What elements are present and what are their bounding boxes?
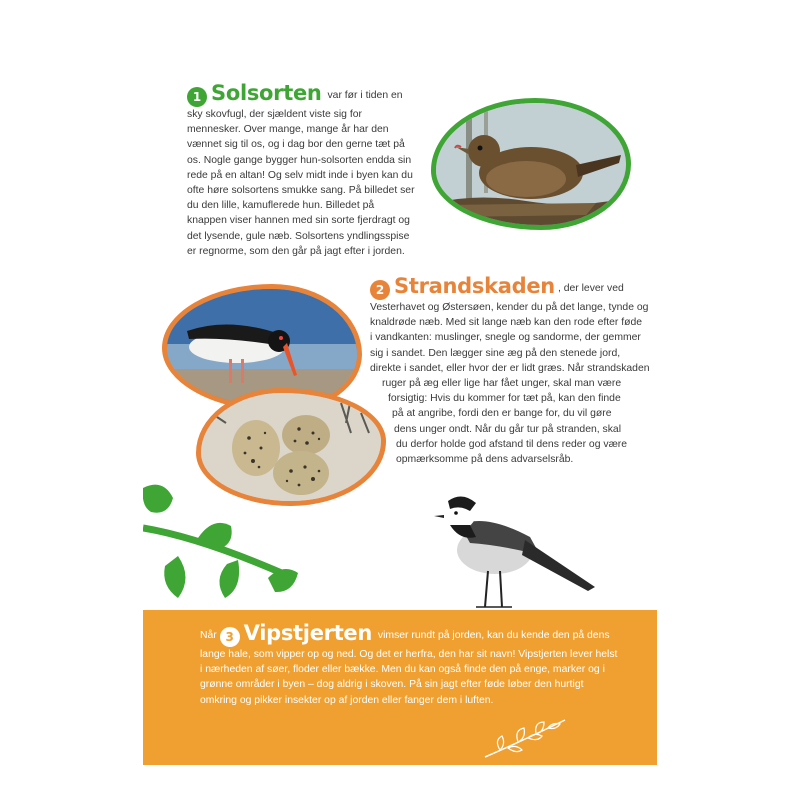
text-line: du derfor holde god afstand til dens reder og være (396, 438, 628, 450)
section-solsorten (187, 81, 415, 259)
text-line: opmærksomme på dens advarselsråb. (396, 454, 574, 466)
section-heading: Strandskaden (394, 274, 555, 298)
section-number-badge: 2 (370, 280, 390, 300)
section-heading: Vipstjerten (243, 621, 373, 645)
section-vipstjerten (200, 621, 620, 708)
text-line: Vesterhavet og Østersøen, kender du på det lange, tynde og (370, 302, 649, 313)
text-line: , der lever ved (557, 283, 624, 294)
section-prefix: Når (200, 630, 217, 641)
section-body: vimser rundt på jorden, kan du kende den på dens lange hale, som vipper op og ned. Og det er herfra, den har sit navn! Vipstjerten lever helst i nærheden af søer, floder eller bække. Men du kan også finde den på enge, marker og i grønne områder i byen – dog aldrig i skoven. På sin jagt efter føde løber den hurtigt omkring og pikker insekter op af jorden eller fanger dem i luften. (200, 630, 618, 706)
text-line: knaldrøde næb. Med sit lange næb kan den rode efter føde (370, 317, 643, 329)
section-number-badge: 1 (187, 87, 207, 107)
twig-decoration (480, 712, 570, 762)
blackbird-illustration (436, 103, 626, 225)
text-line: i vandkanten: muslinger, snegle og sandorme, der gemmer (370, 332, 641, 344)
text-line: forsigtig: Hvis du kommer for tæt på, kan den finde (388, 393, 621, 405)
text-line: direkte i sandet, eller hvor der er lidt græs. Når strandskaden (370, 362, 650, 374)
wagtail-illustration (430, 485, 600, 615)
section-heading-line (370, 274, 660, 300)
section-body: var før i tiden en sky skovfugl, der sjældent viste sig for mennesker. Over mange, mange år har den vænnet sig til os, og i dag bor den gerne tæt på os. Nogle gange bygger hun-solsorten endda sin rede på en altan! Og selv midt inde i byen kan du ofte høre solsortens smukke sang. På billedet ser du den lille, kamuflerede hun. Billedet på knappen viser hannen med sin sorte fjerdragt og det lysende, gule næb. Solsortens yndlingsspise er regnorme, som den går på jagt efter i jorden. (187, 90, 415, 257)
section-number-badge: 3 (220, 627, 240, 647)
text-line: ruger på æg eller lige har fået unger, skal man være (382, 378, 622, 390)
text-line: på at angribe, fordi den er bange for, du vil gøre (392, 408, 612, 420)
section-strandskaden (370, 274, 660, 467)
text-line: dens unger ondt. Når du går tur på stranden, skal (394, 423, 622, 435)
text-line: sig i sandet. Den lægger sine æg på den stenede jord, (370, 347, 621, 359)
leaf-decoration (143, 468, 303, 618)
section-heading: Solsorten (211, 81, 322, 105)
